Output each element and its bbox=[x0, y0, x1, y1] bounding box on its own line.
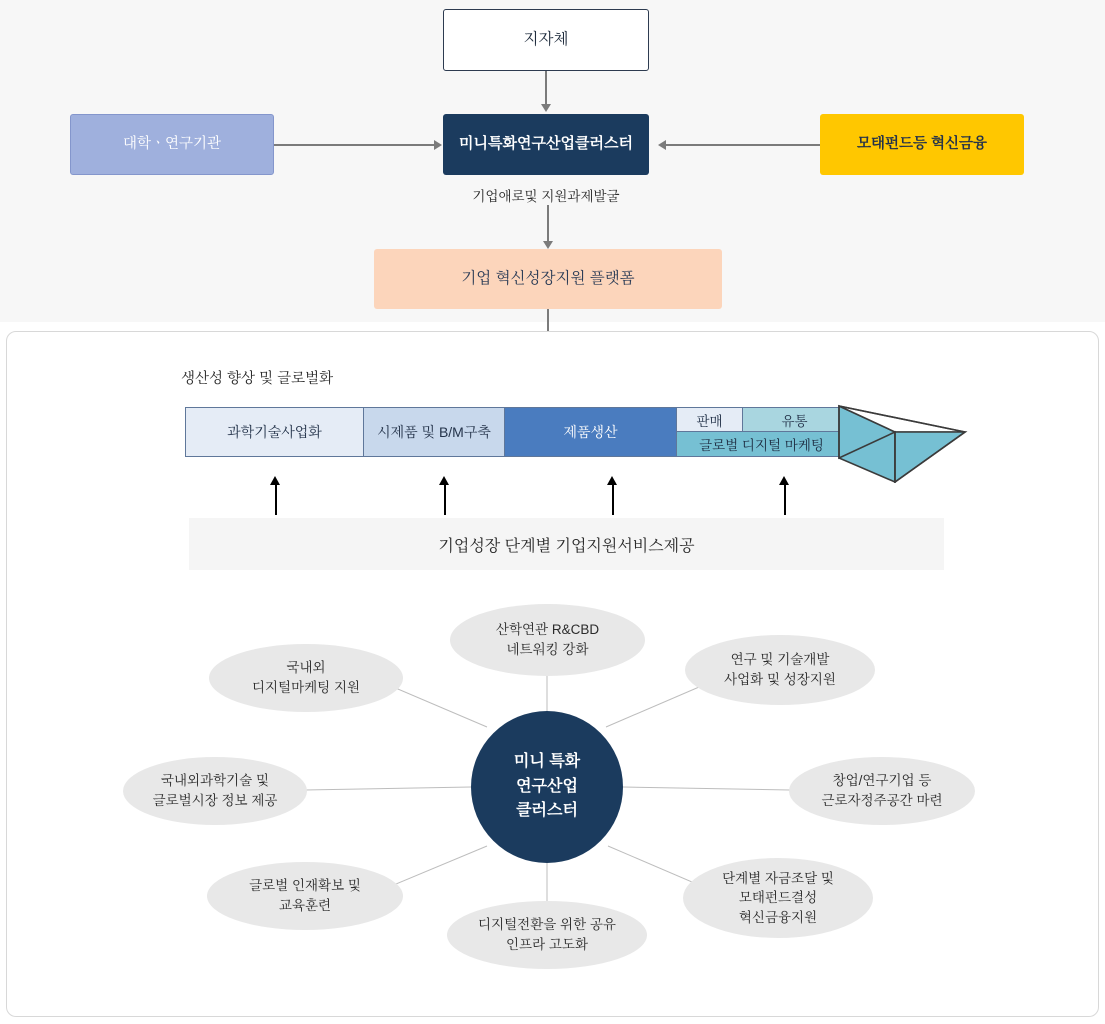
arrow-university-to-cluster-line bbox=[274, 144, 434, 146]
node-startup-workspace: 창업/연구기업 등 근로자정주공간 마련 bbox=[789, 757, 975, 825]
arrow-finance-to-cluster-head bbox=[658, 140, 666, 150]
chain-cell-global-digital-marketing: 글로벌 디지털 마케팅 bbox=[676, 432, 847, 457]
box-university-research: 대학ㆍ연구기관 bbox=[70, 114, 274, 175]
up-arrow-2-line bbox=[444, 484, 446, 515]
label-productivity-globalization: 생산성 향상 및 글로벌화 bbox=[181, 371, 334, 387]
up-arrow-3-line bbox=[612, 484, 614, 515]
box-growth-platform: 기업 혁신성장지원 플랫폼 bbox=[374, 249, 722, 309]
node-global-digital-marketing-support: 국내외 디지털마케팅 지원 bbox=[209, 644, 403, 712]
label-issue-discovery: 기업애로및 지원과제발굴 bbox=[472, 189, 620, 204]
chain-split-top bbox=[676, 407, 847, 432]
chain-cell-distribution: 유통 bbox=[742, 407, 847, 432]
up-arrow-1-head bbox=[270, 476, 280, 485]
hub-line-1: 미니 특화 bbox=[513, 752, 581, 770]
box-local-government: 지자체 bbox=[443, 9, 649, 71]
arrow-cluster-to-platform-head bbox=[543, 241, 553, 249]
support-services-bar: 기업성장 단계별 기업지원서비스제공 bbox=[189, 518, 944, 570]
up-arrow-3-head bbox=[607, 476, 617, 485]
hub-line-2: 연구산업 bbox=[516, 777, 578, 795]
up-arrow-1-line bbox=[275, 484, 277, 515]
node-science-market-information: 국내외과학기술 및 글로벌시장 정보 제공 bbox=[123, 757, 307, 825]
chain-arrowhead-icon bbox=[835, 381, 970, 483]
arrow-govt-to-cluster-line bbox=[545, 71, 547, 104]
node-digital-infrastructure: 디지털전환을 위한 공유 인프라 고도화 bbox=[447, 901, 647, 969]
chain-cell-prototype-bm: 시제품 및 B/M구축 bbox=[363, 407, 504, 457]
hub-mini-specialized-cluster bbox=[471, 711, 623, 863]
arrow-cluster-to-platform-line bbox=[547, 205, 549, 241]
value-chain-bar bbox=[185, 407, 847, 457]
box-mini-cluster: 미니특화연구산업클러스터 bbox=[443, 114, 649, 175]
node-global-talent-training: 글로벌 인재확보 및 교육훈련 bbox=[207, 862, 403, 930]
hub-line-3: 클러스터 bbox=[516, 802, 578, 820]
up-arrow-4-line bbox=[784, 484, 786, 515]
arrow-finance-to-cluster-line bbox=[666, 144, 820, 146]
chain-cell-commercialization: 과학기술사업화 bbox=[185, 407, 363, 457]
arrow-govt-to-cluster-head bbox=[541, 104, 551, 112]
chain-cell-sales: 판매 bbox=[676, 407, 742, 432]
box-innovation-finance: 모태펀드등 혁신금융 bbox=[820, 114, 1024, 175]
arrow-university-to-cluster-head bbox=[434, 140, 442, 150]
up-arrow-4-head bbox=[779, 476, 789, 485]
chain-cell-production: 제품생산 bbox=[504, 407, 676, 457]
node-funding-and-finance: 단계별 자금조달 및 모태펀드결성 혁신금융지원 bbox=[683, 858, 873, 938]
chain-cell-sales-distribution-group bbox=[676, 407, 847, 457]
up-arrow-2-head bbox=[439, 476, 449, 485]
node-rnd-commercialization-growth: 연구 및 기술개발 사업화 및 성장지원 bbox=[685, 635, 875, 705]
node-industry-academia-network: 산학연관 R&CBD 네트워킹 강화 bbox=[450, 604, 645, 676]
